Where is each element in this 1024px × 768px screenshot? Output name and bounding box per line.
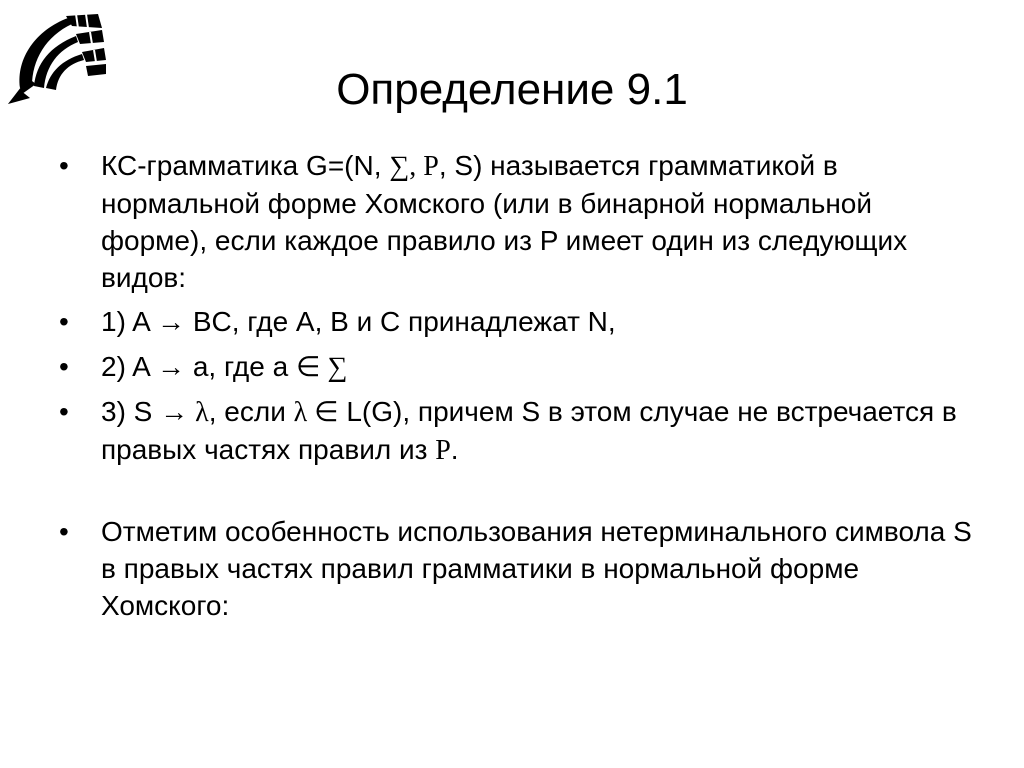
text-run: BC, где A, B и C принадлежат N, [185,306,616,337]
math-symbol: λ ∈ [293,397,339,428]
bullet-marker: • [59,516,69,547]
math-symbol: ∑, P [389,151,439,182]
bullet-item [59,348,979,386]
bullet-text [101,150,907,293]
math-symbol: → [157,307,186,338]
text-run: , если [208,396,294,427]
bullet-text [101,396,957,465]
math-symbol: → [157,352,186,383]
text-run: 3) S [101,396,161,427]
slide-title: Определение 9.1 [336,65,688,114]
math-symbol: → λ [160,397,209,428]
text-run: , S) называется грамматикой в нормальной форме Хомского (или в бинарной нормальной форме), если каждое правило из P имеет один из следующих видов: [101,150,908,293]
bullet-text [101,306,616,337]
text-run: Отметим особенность использования нетерминального символа S в правых частях правил грамматики в нормальной форме Хомского: [101,516,972,621]
math-symbol: P [435,435,451,466]
bullet-item [59,393,979,469]
bullet-list [59,147,979,631]
math-symbol: ∈ ∑ [295,352,348,383]
bullet-text [101,351,347,382]
bullet-item [59,147,979,296]
text-run: L(G), причем S в этом случае не встречается в правых частях правил из [101,396,957,465]
bullet-item [59,303,979,341]
text-run: . [450,434,459,465]
text-run: 2) A [101,351,158,382]
bullet-marker: • [59,150,69,181]
bullet-marker: • [59,351,69,382]
bullet-text [101,516,972,621]
bullet-marker: • [59,396,69,427]
text-run: a, где a [185,351,296,382]
text-run: 1) A [101,306,158,337]
text-run: КС-грамматика G=(N, [101,150,390,181]
bullet-marker: • [59,306,69,337]
bullet-item [59,513,979,624]
